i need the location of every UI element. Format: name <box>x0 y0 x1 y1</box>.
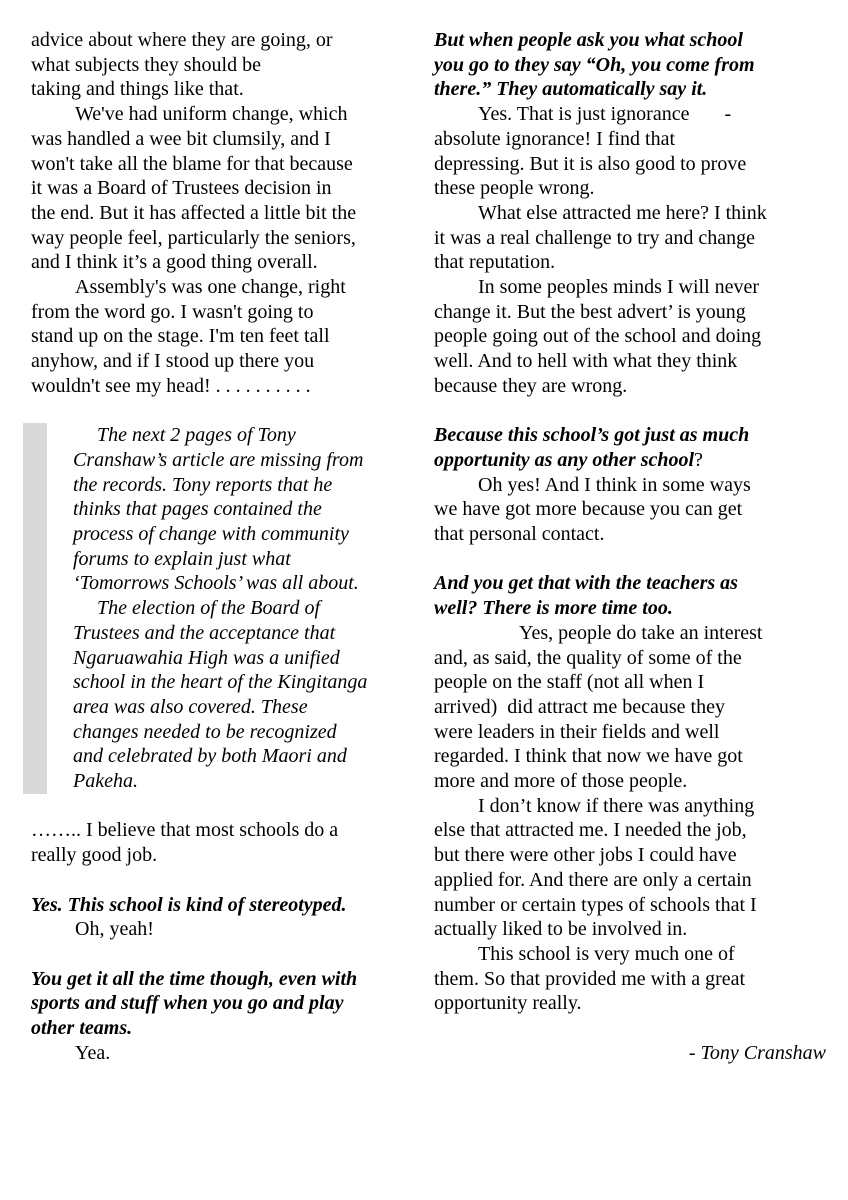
text-line: these people wrong. <box>434 177 595 200</box>
text-line: process of change with community <box>73 523 349 546</box>
answer-paragraph <box>434 473 826 547</box>
text-line: school in the heart of the Kingitanga <box>73 671 368 694</box>
text-line: And you get that with the teachers as <box>434 572 738 595</box>
text-line: wouldn't see my head! . . . . . . . . . . <box>31 374 311 397</box>
text-line: it was a Board of Trustees decision in <box>31 177 332 200</box>
text-line: area was also covered. These <box>73 695 308 718</box>
text-line: from the word go. I wasn't going to <box>31 300 314 323</box>
text-line: and celebrated by both Maori and <box>73 745 347 768</box>
text-line: way people feel, particularly the seniors, <box>31 226 356 249</box>
question-paragraph <box>434 28 826 102</box>
question-paragraph <box>31 893 417 918</box>
text-line: but there were other jobs I could have <box>434 844 737 867</box>
text-line: forums to explain just what <box>73 547 291 570</box>
text-line: that personal contact. <box>434 523 605 546</box>
text-line: This school is very much one of <box>478 942 735 965</box>
text-line: people going out of the school and doing <box>434 325 762 348</box>
text-line: …….. I believe that most schools do a <box>31 819 339 842</box>
text-line: taking and things like that. <box>31 78 244 101</box>
text-line: Yes. That is just ignorance - <box>478 103 732 126</box>
question-paragraph <box>434 423 826 472</box>
text-line: more and more of those people. <box>434 770 688 793</box>
text-line: What else attracted me here? I think <box>478 201 767 224</box>
text-line: people on the staff (not all when I <box>434 671 705 694</box>
text-line: Yes, people do take an interest <box>519 621 763 644</box>
answer-paragraph <box>31 1041 417 1066</box>
text-line: The next 2 pages of Tony <box>97 424 296 447</box>
text-line: were leaders in their fields and well <box>434 720 720 743</box>
text-segment: ? <box>694 448 703 471</box>
text-line: I don’t know if there was anything <box>478 794 755 817</box>
text-line: applied for. And there are only a certain <box>434 868 752 891</box>
signature <box>434 1041 826 1066</box>
question-paragraph <box>434 571 826 620</box>
text-line: Oh yes! And I think in some ways <box>478 473 751 496</box>
text-line: thinks that pages contained the <box>73 498 322 521</box>
text-line: sports and stuff when you go and play <box>31 992 344 1015</box>
text-line: stand up on the stage. I'm ten feet tall <box>31 325 330 348</box>
answer-paragraph <box>31 28 417 102</box>
text-line: arrived) did attract me because they <box>434 695 725 718</box>
text-line: you go to they say “Oh, you come from <box>434 53 755 76</box>
text-line: - Tony Cranshaw <box>688 1041 826 1064</box>
answer-paragraph <box>434 621 826 794</box>
text-line: well. And to hell with what they think <box>434 350 738 373</box>
text-line: You get it all the time though, even with <box>31 967 358 990</box>
answer-paragraph <box>31 818 417 867</box>
text-line: won't take all the blame for that because <box>31 152 353 175</box>
answer-paragraph <box>31 102 417 275</box>
answer-paragraph <box>434 275 826 399</box>
text-line: But when people ask you what school <box>434 29 743 51</box>
text-line: Cranshaw’s article are missing from <box>73 448 364 471</box>
text-line: depressing. But it is also good to prove <box>434 152 747 175</box>
text-segment: opportunity as any other school <box>434 448 695 471</box>
text-line: change it. But the best advert’ is young <box>434 300 746 323</box>
text-line: we have got more because you can get <box>434 498 743 521</box>
text-line: there.” They automatically say it. <box>434 78 708 101</box>
answer-paragraph <box>31 917 417 942</box>
answer-paragraph <box>434 201 826 275</box>
text-line: number or certain types of schools that I <box>434 893 757 916</box>
text-line: because they are wrong. <box>434 374 628 397</box>
text-line: and, as said, the quality of some of the <box>434 646 742 669</box>
text-line: it was a real challenge to try and change <box>434 226 755 249</box>
text-line: what subjects they should be <box>31 53 261 76</box>
text-line: Because this school’s got just as much <box>434 424 750 447</box>
text-line: advice about where they are going, or <box>31 29 333 51</box>
text-line <box>434 448 826 473</box>
quote-paragraph <box>73 596 417 794</box>
answer-paragraph <box>434 942 826 1016</box>
text-line: Oh, yeah! <box>75 918 154 941</box>
answer-paragraph <box>434 794 826 942</box>
answer-paragraph <box>434 102 826 201</box>
text-line: Assembly's was one change, right <box>75 276 346 299</box>
text-line: absolute ignorance! I find that <box>434 127 676 150</box>
text-line: We've had uniform change, which <box>75 103 348 126</box>
text-line: In some peoples minds I will never <box>478 276 760 299</box>
text-line: Trustees and the acceptance that <box>73 621 336 644</box>
text-line: Ngaruawahia High was a unified <box>73 646 340 669</box>
text-line: actually liked to be involved in. <box>434 918 688 941</box>
text-line: the records. Tony reports that he <box>73 473 333 496</box>
text-line: the end. But it has affected a little bit the <box>31 201 357 224</box>
text-line: anyhow, and if I stood up there you <box>31 350 315 373</box>
text-line: ‘Tomorrows Schools’ was all about. <box>73 572 359 595</box>
text-line: opportunity really. <box>434 992 582 1015</box>
text-line: Pakeha. <box>73 770 138 793</box>
question-paragraph <box>31 967 417 1041</box>
text-line: and I think it’s a good thing overall. <box>31 251 318 274</box>
text-line: Yes. This school is kind of stereotyped. <box>31 893 347 916</box>
text-line: Yea. <box>75 1041 111 1064</box>
text-line: really good job. <box>31 844 158 867</box>
text-line: them. So that provided me with a great <box>434 967 746 990</box>
text-line: changes needed to be recognized <box>73 720 337 743</box>
text-line: was handled a wee bit clumsily, and I <box>31 127 331 150</box>
text-line: that reputation. <box>434 251 556 274</box>
column-right <box>434 28 826 1065</box>
text-line: well? There is more time too. <box>434 597 673 620</box>
answer-paragraph <box>31 275 417 399</box>
text-line: The election of the Board of <box>97 597 321 620</box>
text-line: regarded. I think that now we have got <box>434 745 743 768</box>
text-line: other teams. <box>31 1017 133 1040</box>
quote-paragraph <box>73 423 417 596</box>
text-line: else that attracted me. I needed the job, <box>434 819 747 842</box>
column-left <box>31 28 417 1065</box>
block-quote <box>23 423 417 794</box>
